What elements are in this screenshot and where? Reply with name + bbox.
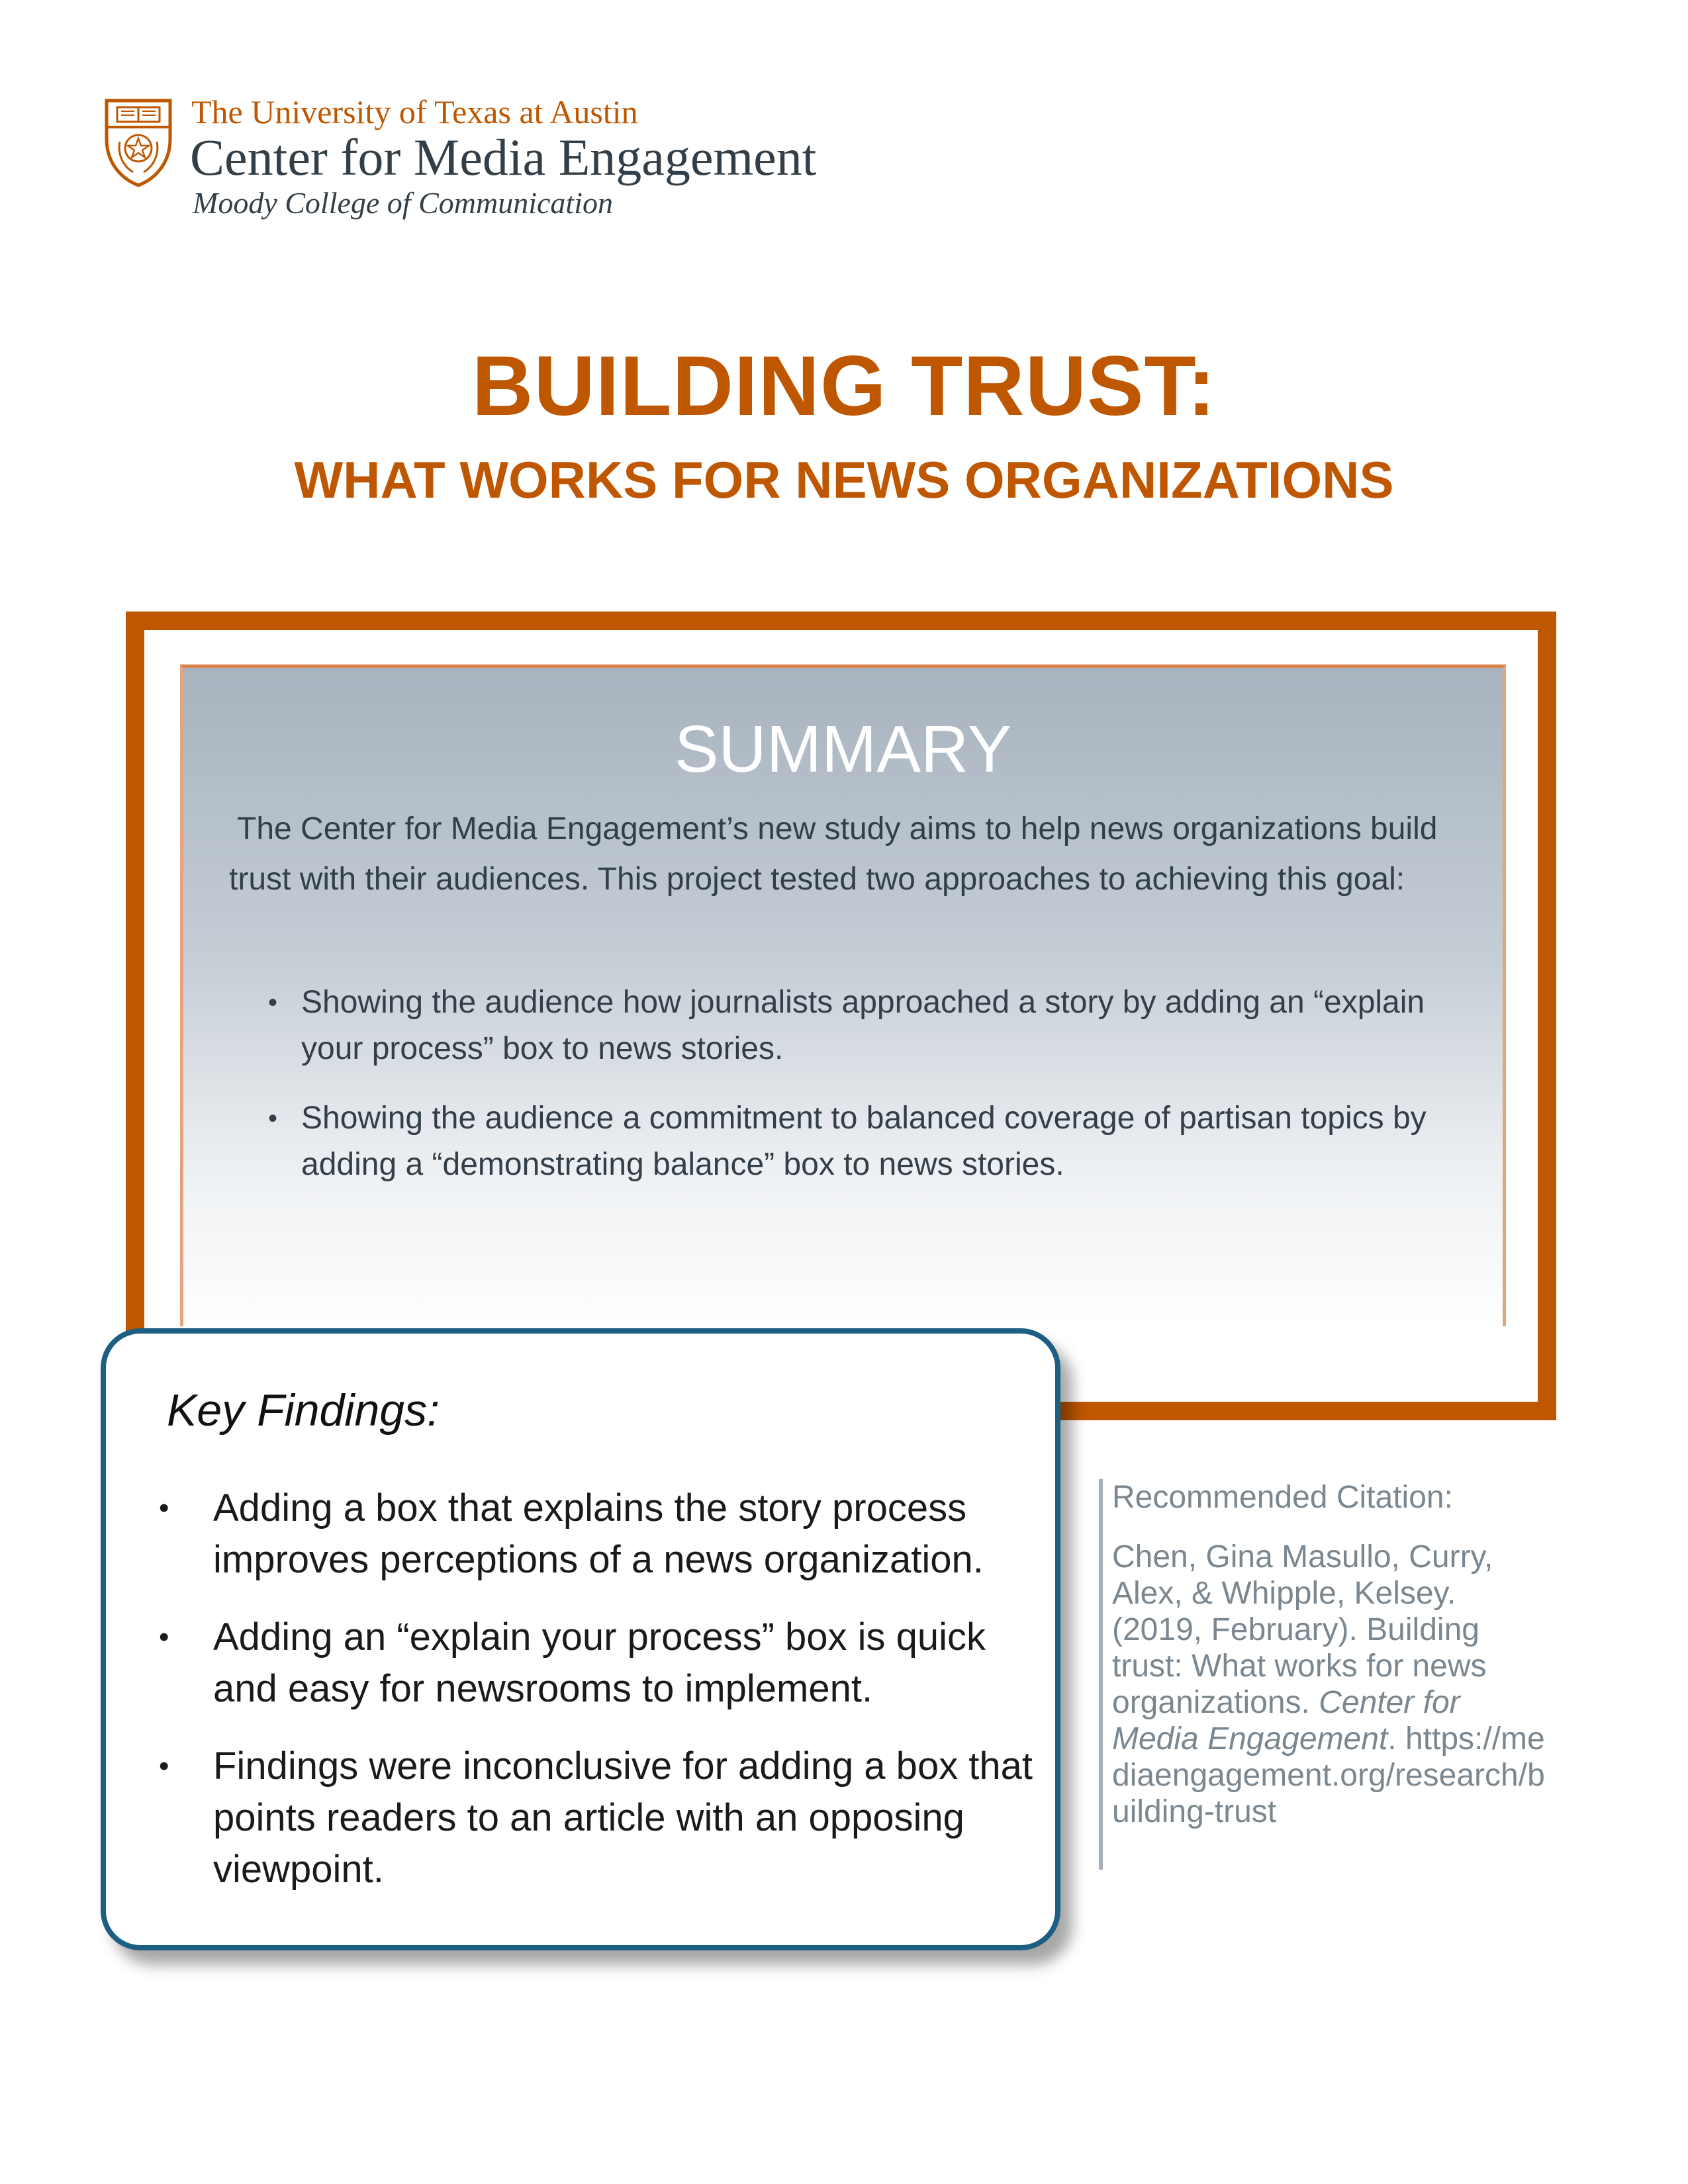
summary-intro: The Center for Media Engagement’s new study aims to help news organizations build trust with their audiences. This project tested two approaches to achieving this goal: — [229, 811, 1438, 897]
citation-period: . — [1387, 1721, 1397, 1756]
key-findings-heading: Key Findings: — [167, 1385, 440, 1435]
summary-bullet-text: Showing the audience how journalists approached a story by adding an “explain your process” box to news stories. — [301, 985, 1425, 1066]
citation-url[interactable]: https://mediaengagement.org/research/building-trust — [1112, 1721, 1545, 1829]
bullet-icon: • — [159, 1492, 169, 1524]
key-finding-text: Adding an “explain your process” box is quick and easy for newsrooms to implement. — [213, 1615, 986, 1710]
citation-body — [1112, 1539, 1549, 1830]
bullet-icon: • — [159, 1750, 169, 1782]
bullet-icon: • — [268, 1104, 278, 1133]
citation-divider — [1099, 1479, 1103, 1870]
citation-authors: Chen, Gina Masullo, Curry, Alex, & Whipple, Kelsey. (2019, February). Building trust: What works for news organizations. — [1112, 1539, 1493, 1720]
page-subtitle: WHAT WORKS FOR NEWS ORGANIZATIONS — [294, 451, 1394, 509]
college-name: Moody College of Communication — [193, 186, 613, 220]
ut-shield-logo — [103, 98, 174, 188]
citation-source: Center for Media Engagement — [1112, 1685, 1460, 1756]
key-finding-text: Findings were inconclusive for adding a box that points readers to an article with an opposing viewpoint. — [213, 1745, 1033, 1891]
bullet-icon: • — [159, 1621, 169, 1653]
key-finding-text: Adding a box that explains the story process improves perceptions of a news organization. — [213, 1486, 984, 1581]
university-name: The University of Texas at Austin — [191, 93, 638, 130]
bullet-icon: • — [268, 988, 278, 1017]
summary-bullet-text: Showing the audience a commitment to balanced coverage of partisan topics by adding a “demonstrating balance” box to news stories. — [301, 1101, 1427, 1182]
page-title: BUILDING TRUST: — [471, 339, 1217, 433]
citation-label: Recommended Citation: — [1112, 1480, 1453, 1515]
summary-heading: SUMMARY — [674, 712, 1012, 786]
center-name: Center for Media Engagement — [190, 128, 817, 186]
